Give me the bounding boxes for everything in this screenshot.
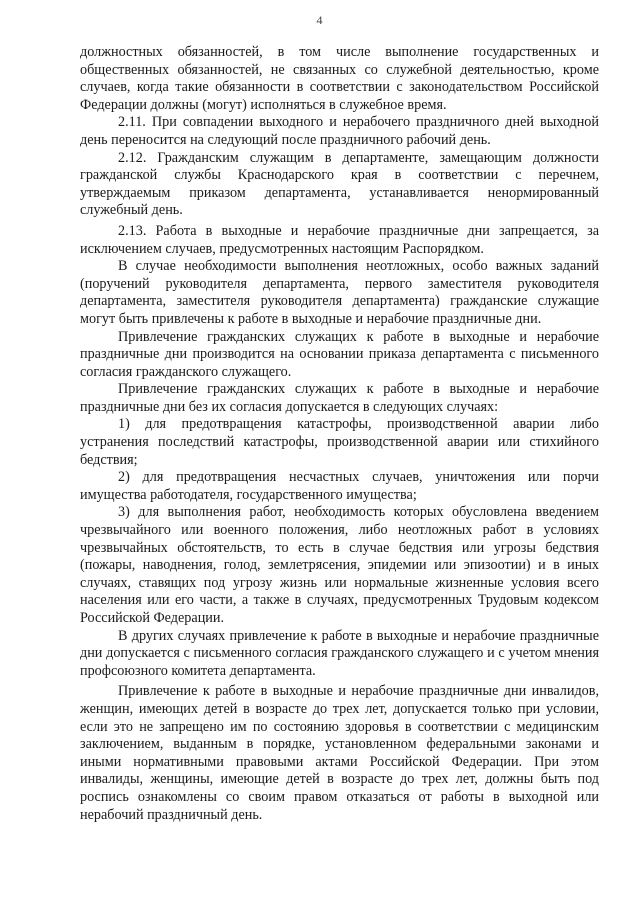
paragraph-urgent-tasks: В случае необходимости выполнения неотложных, особо важных заданий (поручений руководителя департамента, первого заместителя руководителя департамента, заместителя руководителя департамента) гражданские служащие могут быть привлечены к работе в выходные и нерабочие праздничные дни. [80,258,599,327]
list-item-1: 1) для предотвращения катастрофы, производственной аварии либо устранения последствий катастрофы, производственной аварии или стихийного бедствия; [80,416,599,468]
paragraph-2-12: 2.12. Гражданским служащим в департаменте, замещающим должности гражданской службы Краснодарского края в соответствии с перечнем, утверждаемым приказом департамента, устанавливается ненормированный служебный день. [80,149,599,219]
paragraph-order-consent: Привлечение гражданских служащих к работе в выходные и нерабочие праздничные дни производится на основании приказа департамента с письменного согласия гражданского служащего. [80,328,599,380]
paragraph-without-consent: Привлечение гражданских служащих к работе в выходные и нерабочие праздничные дни без их согласия допускается в следующих случаях: [80,381,599,415]
document-body [80,44,599,824]
paragraph-other-cases: В других случаях привлечение к работе в выходные и нерабочие праздничные дни допускается с письменного согласия гражданского служащего и с учетом мнения профсоюзного комитета департамента. [80,627,599,679]
page-number: 4 [316,13,323,27]
paragraph-continuation: должностных обязанностей, в том числе выполнение государственных и общественных обязанностей, не связанных со служебной деятельностью, кроме случаев, когда такие обязанности в соответствии с законодательством Российской Федерации должны (могут) исполняться в служебное время. [80,44,599,113]
list-item-2: 2) для предотвращения несчастных случаев, уничтожения или порчи имущества работодателя, государственного имущества; [80,469,599,503]
paragraph-2-11: 2.11. При совпадении выходного и нерабочего праздничного дней выходной день переносится на следующий после праздничного рабочий день. [80,114,599,148]
paragraph-2-13: 2.13. Работа в выходные и нерабочие праздничные дни запрещается, за исключением случаев, предусмотренных настоящим Распорядком. [80,222,599,257]
list-item-3: 3) для выполнения работ, необходимость которых обусловлена введением чрезвычайного или военного положения, либо неотложных работ в условиях чрезвычайных обстоятельств, то есть в случае бедствия или угрозы бедствия (пожары, наводнения, голод, землетрясения, эпидемии или эпизоотии) и в иных случаях, ставящих под угрозу жизнь или нормальные жизненные условия всего населения или его части, а также в случаях, предусмотренных Трудовым кодексом Российской Федерации. [80,504,599,626]
paragraph-disabled-women: Привлечение к работе в выходные и нерабочие праздничные дни инвалидов, женщин, имеющих детей в возрасте до трех лет, допускается только при условии, если это не запрещено им по состоянию здоровья в соответствии с медицинским заключением, выданным в порядке, установленном федеральными законами и иными нормативными правовыми актами Российской Федерации. При этом инвалиды, женщины, имеющие детей в возрасте до трех лет, должны быть под роспись ознакомлены со своим правом отказаться от работы в выходной или нерабочий праздничный день. [80,683,599,823]
